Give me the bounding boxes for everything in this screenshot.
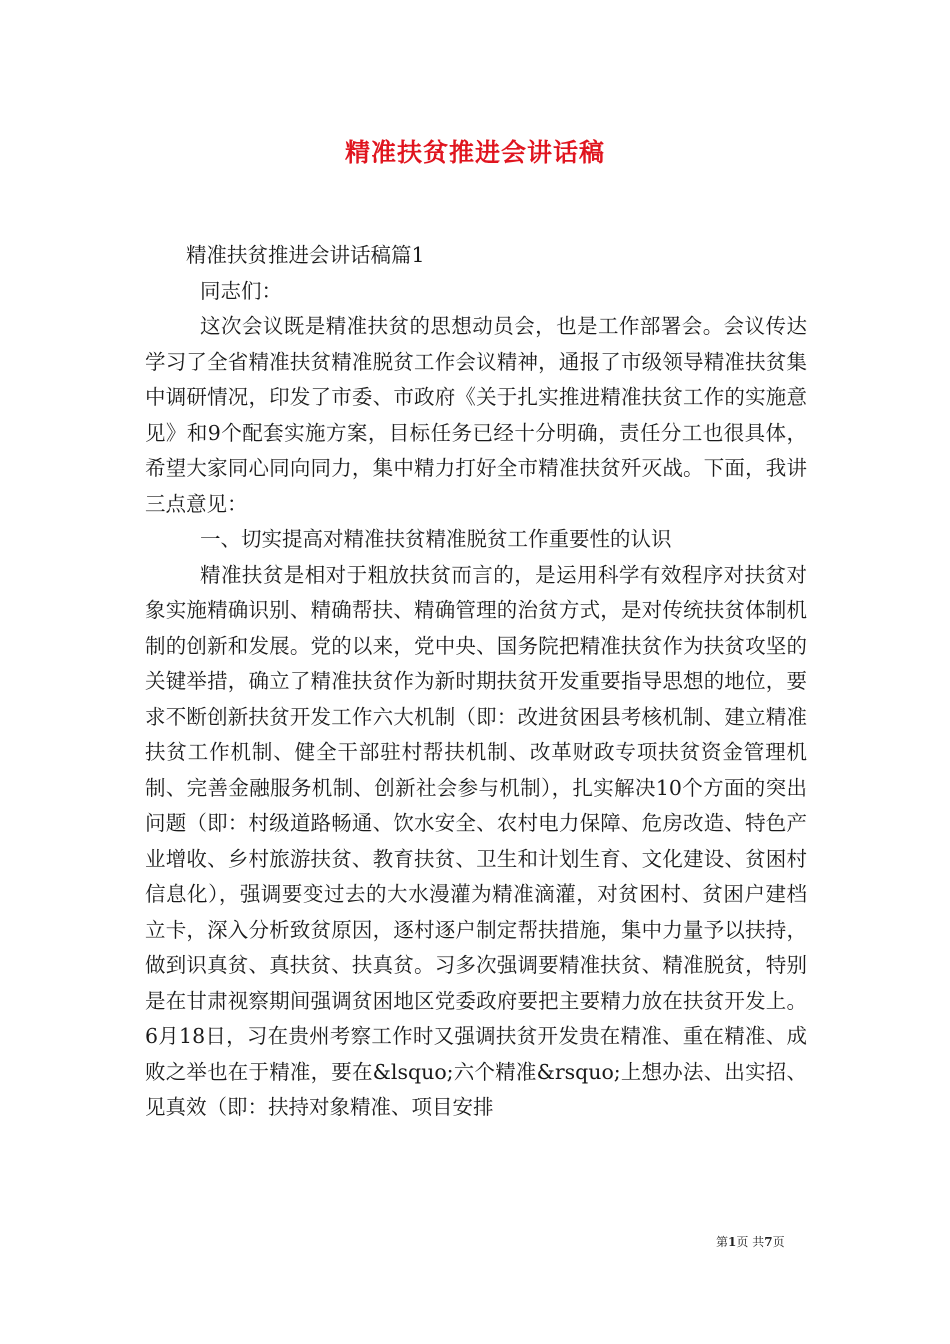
salutation: 同志们： [200, 278, 282, 303]
footer-suffix: 页 [772, 1235, 785, 1249]
document-title: 精准扶贫推进会讲话稿 [344, 138, 605, 167]
section-heading-1: 一、切实提高对精准扶贫精准脱贫工作重要性的认识 [200, 527, 672, 551]
footer-middle: 页 共 [736, 1235, 765, 1249]
page-number-footer [716, 1233, 785, 1250]
paragraph-2: 精准扶贫是相对于粗放扶贫而言的，是运用科学有效程序对扶贫对象实施精确识别、精确帮扶、精确管理的治贫方式，是对传统扶贫体制机制的创新和发展。党的以来，党中央、国务院把精准扶贫作为扶贫攻坚的关键举措，确立了精准扶贫作为新时期扶贫开发重要指导思想的地位，要求不断创新扶贫开发工作六大机制（即：改进贫困县考核机制、建立精准扶贫工作机制、健全干部驻村帮扶机制、改革财政专项扶贫资金管理机制、完善金融服务机制、创新社会参与机制），扎实解决10个方面的突出问题（即：村级道路畅通、饮水安全、农村电力保障、危房改造、特色产业增收、乡村旅游扶贫、教育扶贫、卫生和计划生育、文化建设、贫困村信息化），强调要变过去的大水漫灌为精准滴灌，对贫困村、贫困户建档立卡，深入分析致贫原因，逐村逐户制定帮扶措施，集中力量予以扶持，做到识真贫、真扶贫、扶真贫。习多次强调要精准扶贫、精准脱贫，特别是在甘肃视察期间强调贫困地区党委政府要把主要精力放在扶贫开发上。6月18日，习在贵州考察工作时又强调扶贫开发贵在精准、重在精准、成败之举也在于精准，要在&lsquo;六个精准&rsquo;上想办法、出实招、见真效（即：扶持对象精准、项目安排 [145, 562, 807, 1119]
footer-prefix: 第 [716, 1235, 729, 1249]
document-body [145, 238, 807, 1126]
footer-current-page: 1 [728, 1235, 737, 1249]
paragraph-1: 这次会议既是精准扶贫的思想动员会，也是工作部署会。会议传达学习了全省精准扶贫精准脱贫工作会议精神，通报了市级领导精准扶贫集中调研情况，印发了市委、市政府《关于扎实推进精准扶贫工作的实施意见》和9个配套实施方案，目标任务已经十分明确，责任分工也很具体，希望大家同心同向同力，集中精力打好全市精准扶贫歼灭战。下面，我讲三点意见： [145, 314, 807, 516]
footer-total-pages: 7 [764, 1235, 773, 1249]
section-subtitle: 精准扶贫推进会讲话稿篇1 [186, 243, 425, 267]
